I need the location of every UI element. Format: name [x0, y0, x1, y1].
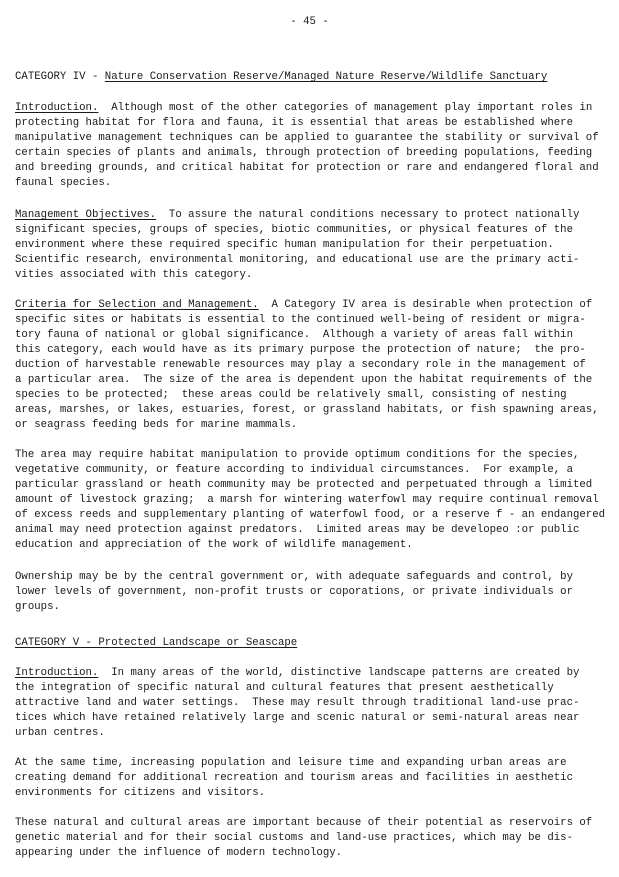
text-line: attractive land and water settings. These may result through traditional land-use prac-	[15, 697, 580, 709]
category-v-title: CATEGORY V - Protected Landscape or Seascape	[15, 637, 298, 649]
text-line: urban centres.	[15, 727, 105, 739]
text-line: groups.	[15, 601, 60, 613]
cat4-area-paragraph	[15, 448, 615, 553]
text-line: certain species of plants and animals, through protection of breeding populations, feeding	[15, 147, 593, 159]
text-line: vities associated with this category.	[15, 269, 253, 281]
text-line: species to be protected; these areas could be relatively small, consisting of nesting	[15, 389, 567, 401]
text-line: areas, marshes, or lakes, estuaries, forest, or grassland habitats, or fish spawning areas,	[15, 404, 599, 416]
text-line: tices which have retained relatively large and scenic natural or semi-natural areas near	[15, 712, 580, 724]
cat4-objectives-paragraph	[15, 208, 615, 283]
text-line: protecting habitat for flora and fauna, it is essential that areas be established where	[15, 117, 573, 129]
text-line: a particular area. The size of the area is dependent upon the habitat requirements of the	[15, 374, 593, 386]
cat4-criteria-paragraph	[15, 298, 615, 433]
text-line: A Category IV area is desirable when protection of	[258, 299, 593, 311]
paragraph-lead: Introduction.	[15, 102, 99, 114]
cat5-introduction-paragraph	[15, 666, 615, 741]
cat4-introduction-paragraph	[15, 101, 615, 191]
cat4-ownership-paragraph	[15, 570, 615, 615]
text-line: Scientific research, environmental monitoring, and educational use are the primary acti-	[15, 254, 580, 266]
paragraph-lead: Management Objectives.	[15, 209, 157, 221]
paragraph-lead: Introduction.	[15, 667, 99, 679]
text-line: vegetative community, or feature according to individual circumstances. For example, a	[15, 464, 573, 476]
text-line: Although most of the other categories of management play important roles in	[98, 102, 593, 114]
text-line: Ownership may be by the central government or, with adequate safeguards and control, by	[15, 571, 573, 583]
text-line: duction of harvestable renewable resources may play a secondary role in the management of	[15, 359, 586, 371]
text-line: In many areas of the world, distinctive landscape patterns are created by	[98, 667, 580, 679]
text-line: genetic material and for their social customs and land-use practices, which may be dis-	[15, 832, 573, 844]
text-line: animal may need protection against predators. Limited areas may be developeo :or public	[15, 524, 580, 536]
text-line: education and appreciation of the work of wildlife management.	[15, 539, 413, 551]
text-line: environment where these required specific human manipulation for their perpetuation.	[15, 239, 554, 251]
text-line: of excess reeds and supplementary planting of waterfowl food, or a reserve f - an endangered	[15, 509, 606, 521]
text-line: creating demand for additional recreation and tourism areas and facilities in aesthetic	[15, 772, 573, 784]
text-line: specific sites or habitats is essential to the continued well-being of resident or migra-	[15, 314, 586, 326]
page-number: - 45 -	[290, 16, 329, 28]
text-line: environments for citizens and visitors.	[15, 787, 266, 799]
text-line: particular grassland or heath community may be protected and perpetuated through a limited	[15, 479, 593, 491]
cat5-natural-cultural-paragraph	[15, 816, 615, 861]
text-line: and breeding grounds, and critical habitat for protection or rare and endangered floral and	[15, 162, 599, 174]
cat5-same-time-paragraph	[15, 756, 615, 801]
text-line: The area may require habitat manipulation to provide optimum conditions for the species,	[15, 449, 580, 461]
category-iv-prefix: CATEGORY IV -	[15, 71, 105, 83]
text-line: These natural and cultural areas are important because of their potential as reservoirs of	[15, 817, 593, 829]
category-iv-heading	[15, 70, 615, 85]
category-iv-title: Nature Conservation Reserve/Managed Nature Reserve/Wildlife Sanctuary	[104, 71, 548, 83]
category-v-heading	[15, 636, 615, 651]
text-line: significant species, groups of species, biotic communities, or physical features of the	[15, 224, 573, 236]
text-line: lower levels of government, non-profit trusts or coporations, or private individuals or	[15, 586, 573, 598]
text-line: amount of livestock grazing; a marsh for wintering waterfowl may require continual removal	[15, 494, 599, 506]
text-line: At the same time, increasing population and leisure time and expanding urban areas are	[15, 757, 567, 769]
text-line: tory fauna of national or global significance. Although a variety of areas fall within	[15, 329, 573, 341]
text-line: or seagrass feeding beds for marine mammals.	[15, 419, 298, 431]
text-line: the integration of specific natural and cultural features that present aesthetically	[15, 682, 554, 694]
text-line: To assure the natural conditions necessary to protect nationally	[156, 209, 580, 221]
paragraph-lead: Criteria for Selection and Management.	[15, 299, 259, 311]
text-line: manipulative management techniques can be applied to guarantee the stability or survival of	[15, 132, 599, 144]
text-line: appearing under the influence of modern technology.	[15, 847, 343, 859]
text-line: this category, each would have as its primary purpose the protection of nature; the pro-	[15, 344, 586, 356]
text-line: faunal species.	[15, 177, 112, 189]
